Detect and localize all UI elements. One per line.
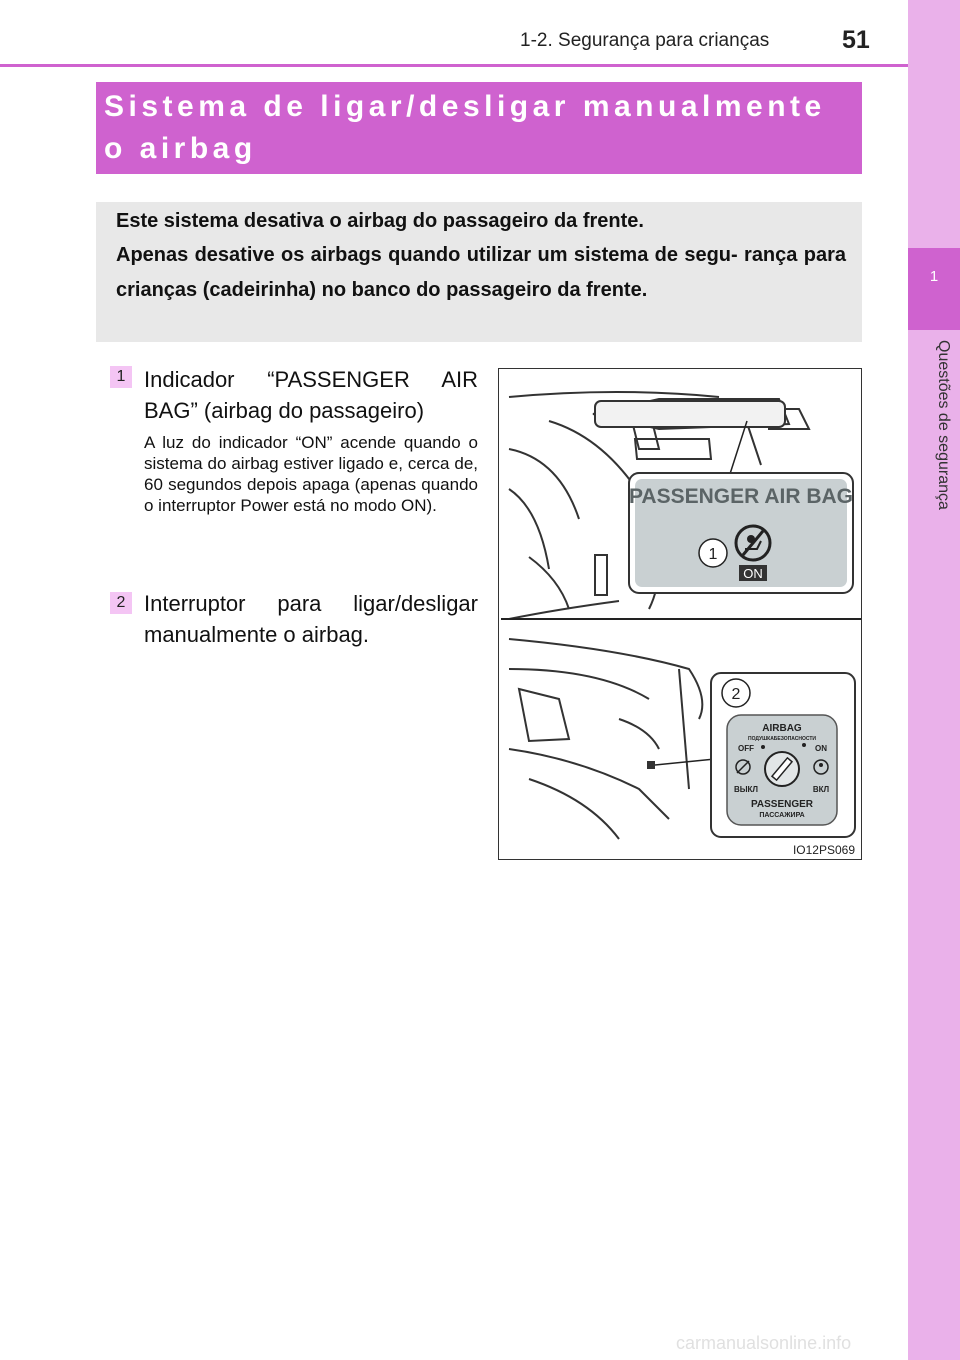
title-banner <box>96 82 862 174</box>
section-title: 1-2. Segurança para crianças <box>520 30 770 51</box>
intro-line-2: Apenas desative os airbags quando utilizar um sistema de segu- rança para crianças (cadeirinha) no banco do passageiro da frente. <box>116 244 846 301</box>
watermark-text: carmanualsonline.info <box>676 1334 852 1353</box>
on-dot <box>802 743 806 747</box>
key-slot <box>765 752 799 786</box>
switch-on-label: ON <box>815 744 827 753</box>
page-number: 51 <box>842 26 870 54</box>
chapter-number: 1 <box>929 268 939 285</box>
switch-location-mark <box>647 761 655 769</box>
switch-passenger-ru-label: ПАССАЖИРА <box>759 812 805 819</box>
header-rule <box>0 64 908 67</box>
callout-line-2 <box>655 759 715 765</box>
switch-airbag-ru-label: ПОДУШКАБЕЗОПАСНОСТИ <box>747 736 817 742</box>
page-title: Sistema de ligar/desligar manualmente o airbag <box>104 90 826 165</box>
chapter-tab-active[interactable] <box>908 248 960 330</box>
figure-code: IO12PS069 <box>792 843 855 857</box>
item-2-title: Interruptor para ligar/desligar manualmente o airbag. <box>144 591 478 647</box>
item-1-title: Indicador “PASSENGER AIR BAG” (airbag do passageiro) <box>144 367 478 423</box>
on-lamp-label: ON <box>743 566 763 581</box>
item-2-number: 2 <box>110 592 132 614</box>
intro-box <box>96 202 862 342</box>
intro-line-1: Este sistema desativa o airbag do passageiro da frente. <box>116 210 644 232</box>
callout-line-1 <box>729 421 747 477</box>
chapter-label <box>914 340 954 580</box>
dashboard-illustration <box>499 369 862 860</box>
callout-1-label: 1 <box>708 546 718 563</box>
chapter-tab-strip <box>908 0 960 1360</box>
glovebox-lines <box>509 639 702 839</box>
chapter-label-text: Questões de segurança <box>935 340 952 510</box>
switch-passenger-label: PASSENGER <box>750 799 814 810</box>
indicator-label: PASSENGER AIR BAG <box>628 485 854 508</box>
meter-cluster <box>595 401 785 427</box>
switch-on-ru-label: ВКЛ <box>812 785 830 794</box>
switch-off-label: OFF <box>738 744 754 753</box>
item-1-number: 1 <box>110 366 132 388</box>
item-1-description: A luz do indicador “ON” acende quando o sistema do airbag estiver ligado e, cerca de, 60 segundos depois apaga (apenas quando o interruptor Power está no modo ON). <box>144 433 478 515</box>
airbag-figure <box>498 368 862 860</box>
watermark-logo <box>676 1334 902 1354</box>
off-dot <box>761 745 765 749</box>
switch-off-ru-label: ВЫКЛ <box>733 785 759 794</box>
callout-2-label: 2 <box>731 686 741 703</box>
switch-airbag-label: AIRBAG <box>762 723 802 734</box>
